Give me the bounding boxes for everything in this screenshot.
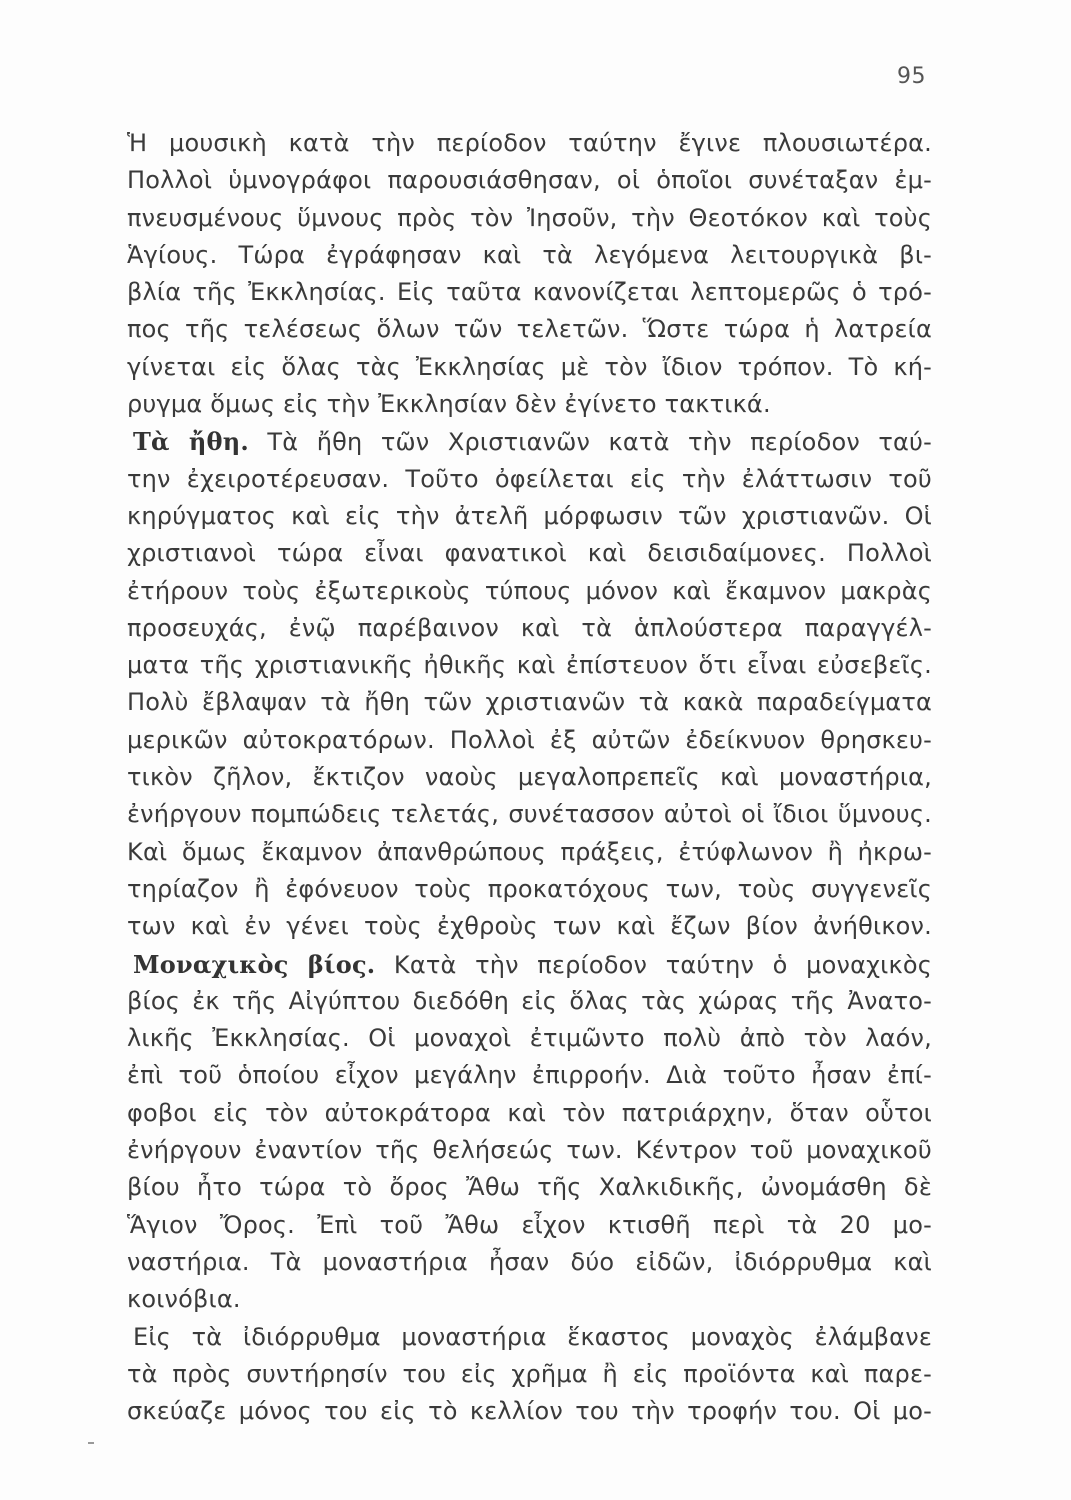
text-line bbox=[127, 274, 932, 311]
text-line bbox=[127, 386, 932, 423]
line-text: σκεύαζε μόνος του εἰς τὸ κελλίον του τὴν τροφήν του. Οἱ μο- bbox=[127, 1397, 932, 1426]
line-text: προσευχάς, ἐνῷ παρέβαινον καὶ τὰ ἁπλούστερα παραγγέλ- bbox=[127, 613, 932, 642]
text-line bbox=[127, 573, 932, 610]
text-line bbox=[127, 946, 932, 983]
line-text: Ἡ μουσικὴ κατὰ τὴν περίοδον ταύτην ἔγινε πλουσιωτέρα. bbox=[127, 129, 932, 157]
line-text: ἐνήργουν πομπώδεις τελετάς, συνέτασσον αὐτοὶ οἱ ἴδιοι ὕμνους. bbox=[127, 800, 932, 829]
line-text: Καὶ ὅμως ἔκαμνον ἀπανθρώπους πράξεις, ἐτύφλωνον ἢ ἠκρω- bbox=[127, 837, 932, 866]
text-line bbox=[127, 1169, 932, 1206]
line-text: τικὸν ζῆλον, ἔκτιζον ναοὺς μεγαλοπρεπεῖς καὶ μοναστήρια, bbox=[127, 763, 932, 792]
text-line bbox=[127, 722, 932, 759]
text-line bbox=[127, 1319, 932, 1356]
body-text bbox=[127, 125, 932, 1430]
text-line bbox=[127, 610, 932, 647]
line-text: Πολλοὶ ὑμνογράφοι παρουσιάσθησαν, οἱ ὁποῖοι συνέταξαν ἐμ- bbox=[127, 166, 932, 195]
text-line bbox=[127, 461, 932, 498]
line-text: βίος ἐκ τῆς Αἰγύπτου διεδόθη εἰς ὅλας τὰς χώρας τῆς Ἀνατο- bbox=[127, 986, 932, 1015]
section-heading: Μοναχικὸς βίος. bbox=[133, 949, 376, 979]
line-text: λικῆς Ἐκκλησίας. Οἱ μοναχοὶ ἐτιμῶντο πολὺ ἀπὸ τὸν λαόν, bbox=[127, 1024, 932, 1053]
line-text: κηρύγματος καὶ εἰς τὴν ἀτελῆ μόρφωσιν τῶν χριστιανῶν. Οἱ bbox=[127, 501, 932, 530]
text-line bbox=[127, 871, 932, 908]
line-text: μερικῶν αὐτοκρατόρων. Πολλοὶ ἐξ αὐτῶν ἐδείκνυον θρησκευ- bbox=[127, 725, 932, 754]
text-line bbox=[127, 684, 932, 721]
line-text: την ἐχειροτέρευσαν. Τοῦτο ὀφείλεται εἰς τὴν ἐλάττωσιν τοῦ bbox=[127, 464, 932, 493]
text-line bbox=[127, 1244, 932, 1281]
line-text: Τὰ ἤθη τῶν Χριστιανῶν κατὰ τὴν περίοδον ταύ- bbox=[267, 428, 932, 457]
line-text: βλία τῆς Ἐκκλησίας. Εἰς ταῦτα κανονίζεται λεπτομερῶς ὁ τρό- bbox=[127, 278, 932, 307]
text-line bbox=[127, 759, 932, 796]
line-text: ρυγμα ὅμως εἰς τὴν Ἐκκλησίαν δὲν ἐγίνετο τακτικά. bbox=[127, 390, 771, 419]
text-line bbox=[127, 125, 932, 162]
line-text: ἐπὶ τοῦ ὁποίου εἶχον μεγάλην ἐπιρροήν. Διὰ τοῦτο ἦσαν ἐπί- bbox=[127, 1061, 932, 1090]
line-text: ματα τῆς χριστιανικῆς ἠθικῆς καὶ ἐπίστευον ὅτι εἶναι εὐσεβεῖς. bbox=[127, 651, 932, 680]
section-heading: Τὰ ἤθη. bbox=[133, 427, 249, 457]
line-text: χριστιανοὶ τώρα εἶναι φανατικοὶ καὶ δεισιδαίμονες. Πολλοὶ bbox=[127, 539, 932, 568]
line-text: Εἰς τὰ ἰδιόρρυθμα μοναστήρια ἕκαστος μοναχὸς ἐλάμβανε bbox=[133, 1322, 932, 1351]
text-line bbox=[127, 796, 932, 833]
text-line bbox=[127, 1207, 932, 1244]
line-text: ἐνήργουν ἐναντίον τῆς θελήσεώς των. Κέντρον τοῦ μοναχικοῦ bbox=[127, 1136, 932, 1165]
text-line bbox=[127, 162, 932, 199]
text-line bbox=[127, 1281, 932, 1318]
line-text: τὰ πρὸς συντήρησίν του εἰς χρῆμα ἢ εἰς προϊόντα καὶ παρε- bbox=[127, 1359, 932, 1388]
text-line bbox=[127, 311, 932, 348]
text-line bbox=[127, 1057, 932, 1094]
text-line bbox=[127, 200, 932, 237]
text-line bbox=[127, 423, 932, 460]
text-line bbox=[127, 983, 932, 1020]
line-text: Ἅγιον Ὄρος. Ἐπὶ τοῦ Ἄθω εἶχον κτισθῆ περὶ τὰ 20 μο- bbox=[127, 1210, 932, 1239]
text-line bbox=[127, 1393, 932, 1430]
line-text: τηρίαζον ἢ ἐφόνευον τοὺς προκατόχους των, τοὺς συγγενεῖς bbox=[127, 874, 932, 903]
line-text: βίου ἦτο τώρα τὸ ὄρος Ἄθω τῆς Χαλκιδικῆς, ὠνομάσθη δὲ bbox=[127, 1173, 932, 1202]
text-line bbox=[127, 908, 932, 945]
text-line bbox=[127, 647, 932, 684]
line-text: Πολὺ ἔβλαψαν τὰ ἤθη τῶν χριστιανῶν τὰ κακὰ παραδείγματα bbox=[127, 688, 932, 717]
line-text: φοβοι εἰς τὸν αὐτοκράτορα καὶ τὸν πατριάρχην, ὅταν οὗτοι bbox=[127, 1098, 932, 1127]
text-line bbox=[127, 535, 932, 572]
text-line bbox=[127, 1020, 932, 1057]
line-text: πος τῆς τελέσεως ὅλων τῶν τελετῶν. Ὥστε τώρα ἡ λατρεία bbox=[127, 315, 932, 344]
line-text: ναστήρια. Τὰ μοναστήρια ἦσαν δύο εἰδῶν, ἰδιόρρυθμα καὶ bbox=[127, 1247, 932, 1276]
line-text: Κατὰ τὴν περίοδον ταύτην ὁ μοναχικὸς bbox=[393, 950, 932, 979]
text-line bbox=[127, 498, 932, 535]
page-number: 95 bbox=[897, 64, 926, 89]
scan-speck bbox=[88, 1442, 94, 1444]
line-text: ἐτήρουν τοὺς ἐξωτερικοὺς τύπους μόνον καὶ ἔκαμνον μακρὰς bbox=[127, 576, 932, 605]
text-line bbox=[127, 237, 932, 274]
line-text: γίνεται εἰς ὅλας τὰς Ἐκκλησίας μὲ τὸν ἴδιον τρόπον. Τὸ κή- bbox=[127, 352, 932, 381]
line-text: κοινόβια. bbox=[127, 1285, 241, 1314]
text-line bbox=[127, 1132, 932, 1169]
line-text: των καὶ ἐν γένει τοὺς ἐχθροὺς των καὶ ἔζων βίον ἀνήθικον. bbox=[127, 912, 932, 941]
text-line bbox=[127, 349, 932, 386]
line-text: πνευσμένους ὕμνους πρὸς τὸν Ἰησοῦν, τὴν Θεοτόκον καὶ τοὺς bbox=[127, 203, 932, 232]
text-line bbox=[127, 1095, 932, 1132]
text-line bbox=[127, 834, 932, 871]
line-text: Ἁγίους. Τώρα ἐγράφησαν καὶ τὰ λεγόμενα λειτουργικὰ βι- bbox=[127, 240, 932, 269]
text-line bbox=[127, 1356, 932, 1393]
